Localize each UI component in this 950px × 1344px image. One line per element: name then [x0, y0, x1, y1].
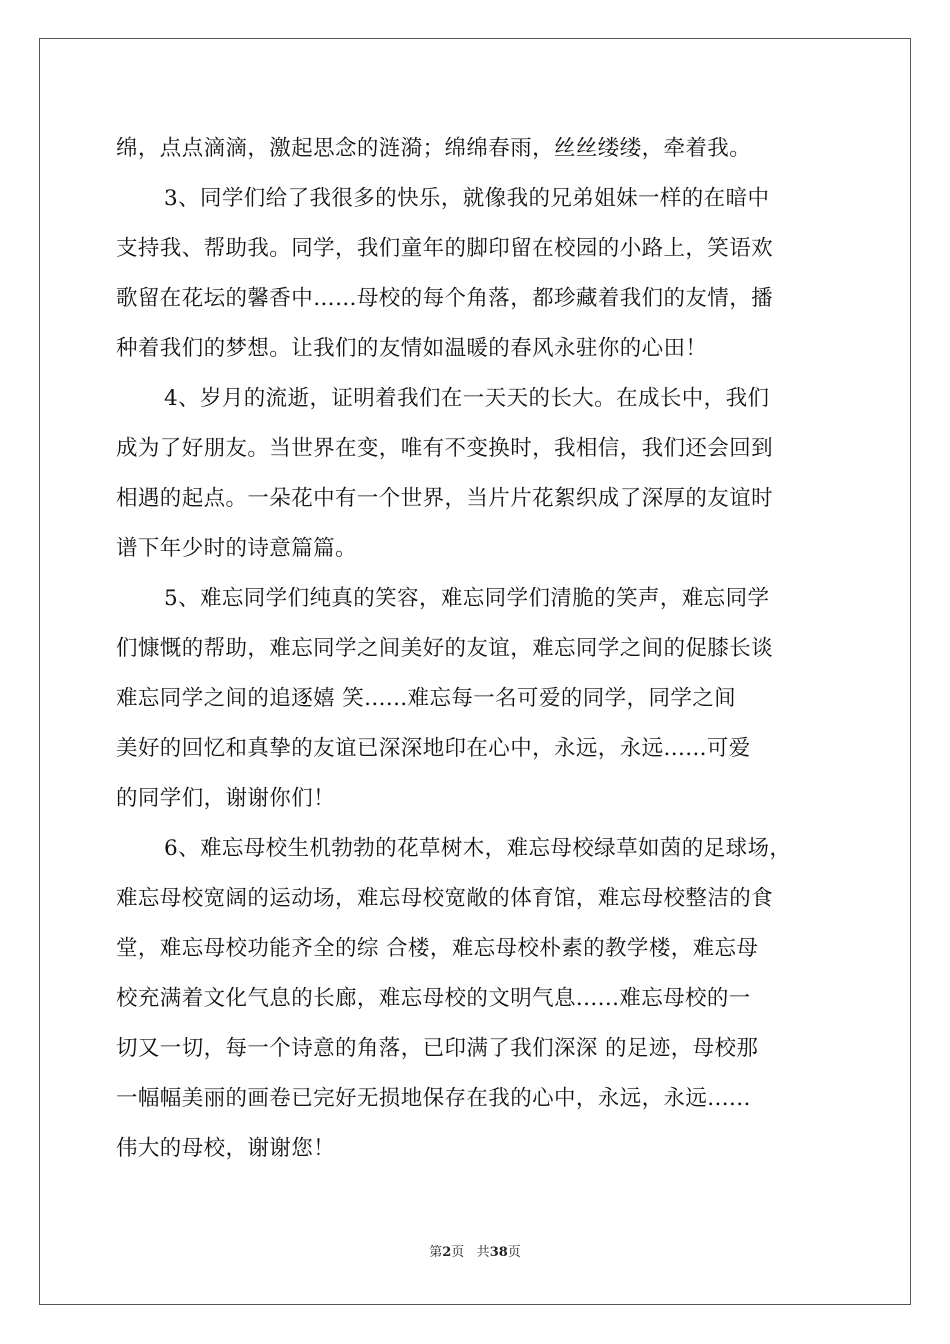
text-line: 难忘母校宽阔的运动场，难忘母校宽敞的体育馆，难忘母校整洁的食	[116, 886, 774, 911]
text-line: 校充满着文化气息的长廊，难忘母校的文明气息......难忘母校的一	[116, 986, 751, 1011]
text-line: 3、同学们给了我很多的快乐，就像我的兄弟姐妹一样的在暗中	[164, 186, 770, 211]
total-prefix: 共	[476, 1245, 490, 1260]
text-line: 4、岁月的流逝，证明着我们在一天天的长大。在成长中，我们	[164, 386, 770, 411]
text-line: 们慷慨的帮助，难忘同学之间美好的友谊，难忘同学之间的促膝长谈	[116, 636, 774, 661]
text-line: 谱下年少时的诗意篇篇。	[116, 536, 357, 561]
text-line: 的同学们，谢谢你们！	[116, 786, 336, 811]
page-footer	[0, 1244, 950, 1262]
page-number: 2	[442, 1245, 452, 1260]
text-line: 6、难忘母校生机勃勃的花草树木，难忘母校绿草如茵的足球场，	[164, 836, 792, 861]
text-line: 美好的回忆和真挚的友谊已深深地印在心中，永远，永远......可爱	[116, 736, 751, 761]
text-line: 难忘同学之间的追逐嬉 笑......难忘每一名可爱的同学，同学之间	[116, 686, 737, 711]
total-pages: 38	[489, 1245, 508, 1260]
text-line: 歌留在花坛的馨香中……母校的每个角落，都珍藏着我们的友情，播	[116, 286, 774, 311]
text-line: 切又一切，每一个诗意的角落，已印满了我们深深 的足迹，母校那	[116, 1036, 759, 1061]
text-line: 绵，点点滴滴，激起思念的涟漪；绵绵春雨，丝丝缕缕，牵着我。	[116, 136, 752, 161]
page-prefix: 第	[429, 1245, 443, 1260]
page-suffix: 页	[451, 1245, 465, 1260]
text-line: 成为了好朋友。当世界在变，唯有不变换时，我相信，我们还会回到	[116, 436, 774, 461]
total-suffix: 页	[507, 1245, 521, 1260]
document-body	[116, 124, 836, 1174]
text-line: 一幅幅美丽的画卷已完好无损地保存在我的心中，永远，永远......	[116, 1086, 751, 1111]
text-line: 种着我们的梦想。让我们的友情如温暖的春风永驻你的心田！	[116, 336, 708, 361]
text-line: 伟大的母校，谢谢您！	[116, 1136, 336, 1161]
text-line: 支持我、帮助我。同学，我们童年的脚印留在校园的小路上，笑语欢	[116, 236, 774, 261]
text-line: 5、难忘同学们纯真的笑容，难忘同学们清脆的笑声，难忘同学	[164, 586, 770, 611]
text-line: 相遇的起点。一朵花中有一个世界，当片片花絮织成了深厚的友谊时	[116, 486, 774, 511]
text-line: 堂，难忘母校功能齐全的综 合楼，难忘母校朴素的教学楼，难忘母	[116, 936, 759, 961]
